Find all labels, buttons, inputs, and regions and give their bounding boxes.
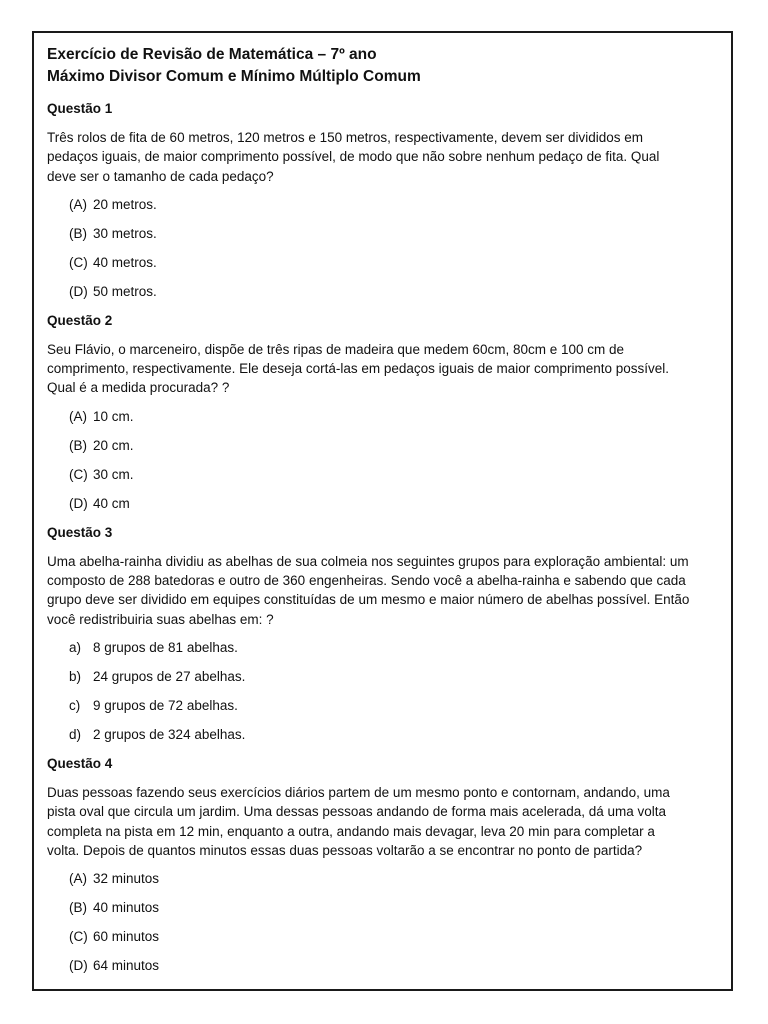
question-3 bbox=[47, 524, 723, 755]
option-text: 20 metros. bbox=[93, 196, 157, 212]
question-text bbox=[47, 340, 723, 398]
answer-option bbox=[69, 196, 723, 214]
answer-options bbox=[47, 196, 723, 301]
question-text-line: Uma abelha-rainha dividiu as abelhas de sua colmeia nos seguintes grupos para exploração ambiental: um bbox=[47, 553, 689, 569]
answer-options bbox=[47, 408, 723, 513]
question-text-line: volta. Depois de quantos minutos essas duas pessoas voltarão a se encontrar no ponto de partida? bbox=[47, 842, 643, 858]
question-text-line: grupo deve ser dividido em equipes constituídas de um mesmo e maior número de abelhas possível. Então bbox=[47, 592, 690, 608]
option-text: 8 grupos de 81 abelhas. bbox=[93, 639, 238, 655]
option-text: 30 metros. bbox=[93, 225, 157, 241]
answer-option bbox=[69, 928, 723, 946]
question-text-line: pedaços iguais, de maior comprimento possível, de modo que não sobre nenhum pedaço de fita. Qual bbox=[47, 149, 660, 165]
answer-option bbox=[69, 437, 723, 455]
answer-option bbox=[69, 466, 723, 484]
option-letter: (B) bbox=[69, 900, 87, 916]
option-letter: (A) bbox=[69, 408, 87, 424]
option-text: 20 cm. bbox=[93, 437, 134, 453]
option-text: 24 grupos de 27 abelhas. bbox=[93, 668, 246, 684]
option-letter: (D) bbox=[69, 283, 88, 299]
option-letter: (A) bbox=[69, 196, 87, 212]
option-letter: (C) bbox=[69, 466, 88, 482]
option-text: 60 minutos bbox=[93, 929, 160, 945]
question-4 bbox=[47, 755, 723, 975]
question-text-line: Seu Flávio, o marceneiro, dispõe de três ripas de madeira que medem 60cm, 80cm e 100 cm de bbox=[47, 341, 625, 357]
question-2 bbox=[47, 312, 723, 524]
question-heading: Questão 2 bbox=[47, 312, 113, 328]
option-text: 9 grupos de 72 abelhas. bbox=[93, 697, 238, 713]
answer-option bbox=[69, 225, 723, 243]
question-text-line: você redistribuiria suas abelhas em: ? bbox=[47, 611, 274, 627]
option-letter: (C) bbox=[69, 254, 88, 270]
option-letter: (D) bbox=[69, 958, 88, 974]
question-text-line: completa na pista em 12 min, enquanto a outra, andando mais devagar, leva 20 min para completar a bbox=[47, 823, 655, 839]
answer-option bbox=[69, 957, 723, 975]
option-text: 32 minutos bbox=[93, 871, 160, 887]
question-text-line: Três rolos de fita de 60 metros, 120 metros e 150 metros, respectivamente, devem ser divididos em bbox=[47, 130, 644, 145]
page-title-line-2: Máximo Divisor Comum e Mínimo Múltiplo Comum bbox=[47, 68, 421, 85]
question-text bbox=[47, 783, 723, 860]
question-text-line: deve ser o tamanho de cada pedaço? bbox=[47, 168, 274, 184]
answer-option bbox=[69, 726, 723, 744]
option-letter: (B) bbox=[69, 225, 87, 241]
answer-option bbox=[69, 254, 723, 272]
question-heading: Questão 4 bbox=[47, 755, 113, 771]
option-letter: b) bbox=[69, 668, 82, 684]
option-text: 64 minutos bbox=[93, 958, 160, 974]
option-text: 50 metros. bbox=[93, 283, 157, 299]
question-text-line: Duas pessoas fazendo seus exercícios diários partem de um mesmo ponto e contornam, andando, uma bbox=[47, 784, 670, 800]
option-letter: c) bbox=[69, 697, 81, 713]
answer-options bbox=[47, 870, 723, 975]
option-text: 40 cm bbox=[93, 495, 130, 511]
answer-option bbox=[69, 283, 723, 301]
option-letter: (B) bbox=[69, 437, 87, 453]
question-text-line: pista oval que circula um jardim. Uma dessas pessoas andando de forma mais acelerada, dá uma volta bbox=[47, 804, 667, 820]
question-text bbox=[47, 552, 723, 629]
option-letter: d) bbox=[69, 726, 82, 742]
option-letter: (D) bbox=[69, 495, 88, 511]
question-1 bbox=[47, 100, 723, 312]
answer-option bbox=[69, 870, 723, 888]
option-text: 40 minutos bbox=[93, 900, 160, 916]
option-letter: (C) bbox=[69, 929, 88, 945]
question-text-line: composto de 288 batedoras e outro de 360 engenheiras. Sendo você a abelha-rainha e sabendo que cada bbox=[47, 573, 686, 589]
answer-options bbox=[47, 639, 723, 744]
question-text-line: Qual é a medida procurada? ? bbox=[47, 380, 230, 396]
option-text: 30 cm. bbox=[93, 466, 134, 482]
page-title-line-1: Exercício de Revisão de Matemática – 7º ano bbox=[47, 46, 377, 63]
answer-option bbox=[69, 408, 723, 426]
answer-option bbox=[69, 495, 723, 513]
option-letter: (A) bbox=[69, 871, 87, 887]
answer-option bbox=[69, 668, 723, 686]
question-heading: Questão 1 bbox=[47, 101, 113, 116]
answer-option bbox=[69, 639, 723, 657]
option-text: 40 metros. bbox=[93, 254, 157, 270]
question-list bbox=[47, 100, 723, 975]
answer-option bbox=[69, 697, 723, 715]
question-heading: Questão 3 bbox=[47, 524, 113, 540]
worksheet bbox=[47, 44, 723, 975]
question-text bbox=[47, 128, 723, 186]
option-letter: a) bbox=[69, 639, 82, 655]
answer-option bbox=[69, 899, 723, 917]
option-text: 10 cm. bbox=[93, 408, 134, 424]
question-text-line: comprimento, respectivamente. Ele deseja cortá-las em pedaços iguais de maior comprimento possível. bbox=[47, 361, 670, 377]
option-text: 2 grupos de 324 abelhas. bbox=[93, 726, 246, 742]
